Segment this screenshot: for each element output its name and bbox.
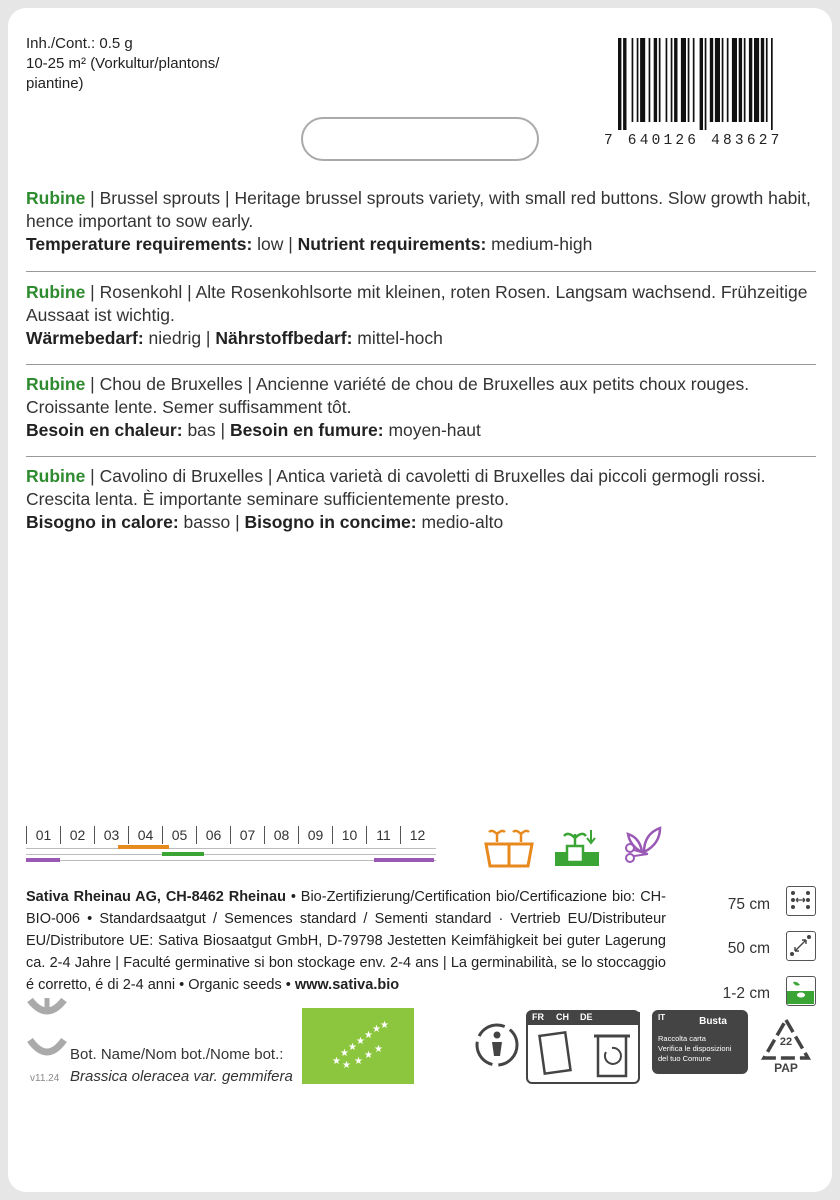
barcode-bar	[618, 38, 621, 130]
variety-name: Rubine	[26, 374, 86, 394]
divider	[26, 271, 816, 272]
desc-it	[26, 465, 816, 534]
plant-spacing-icon	[786, 931, 816, 961]
harvest-bar	[374, 858, 434, 862]
req2-value: moyen-haut	[383, 420, 481, 440]
company-info	[26, 886, 666, 996]
barcode	[604, 38, 816, 149]
company-text: • Bio-Zertifizierung/Certification bio/Certificazione bio: CH-BIO-006 • Standardsaatgut / Semences standard / Sementi standard · Vertrieb EU/Distributeur EU/Distributore UE: Sativa Biosaatgut GmbH, D-79798 Jestetten Keimfähigkeit bei guter Lagerung ca. 2-4 Jahre | Faculté germinative si bon stockage env. 2-4 ans | La germinabilità, se lo stoccaggio é corretto, é di 2-4 anni • Organic seeds •	[26, 889, 666, 993]
country-ch: CH	[556, 1012, 569, 1022]
req1-value: bas |	[182, 420, 230, 440]
busta-line: Verifica le disposizioni	[658, 1044, 732, 1053]
desc-text: | Rosenkohl | Alte Rosenkohlsorte mit kleinen, roten Rosen. Langsam wachsend. Frühzeitige Aussaat ist wichtig.	[26, 282, 808, 325]
country-it: IT	[658, 1013, 666, 1022]
barcode-bar	[732, 38, 737, 122]
botanical-name	[70, 1044, 293, 1088]
barcode-number: 7 640126 483627	[604, 133, 783, 149]
barcode-bar	[722, 38, 724, 122]
pap-label: PAP	[774, 1061, 798, 1075]
barcode-bar	[623, 38, 626, 130]
req2-value: medio-alto	[416, 512, 504, 532]
content-weight: Inh./Cont.: 0.5 g	[26, 35, 133, 52]
harvest-bar	[26, 858, 60, 862]
barcode-bar	[715, 38, 720, 122]
italy-disposal-box	[652, 1010, 748, 1074]
month-label: 01	[26, 826, 60, 844]
barcode-bar	[761, 38, 764, 122]
desc-text: | Brussel sprouts | Heritage brussel sprouts variety, with small red buttons. Slow growth habit, hence important to sow early.	[26, 188, 811, 231]
barcode-bar	[771, 38, 773, 130]
desc-text: | Chou de Bruxelles | Ancienne variété de chou de Bruxelles aux petits choux rouges. Croissante lente. Semer suffisamment tôt.	[26, 374, 750, 417]
packet-fold-icon	[26, 996, 68, 1033]
desc-en	[26, 187, 816, 256]
eu-organic-logo	[302, 1008, 414, 1084]
country-fr: FR	[532, 1012, 544, 1022]
pap-recycle-icon	[758, 1016, 814, 1080]
barcode-bar	[749, 38, 752, 122]
harvest-icon	[622, 824, 666, 871]
country-de: DE	[580, 1012, 593, 1022]
barcode-bar	[671, 38, 673, 122]
seed-tray-icon	[484, 826, 534, 873]
eu-star: ★	[380, 1020, 389, 1031]
desc-fr	[26, 373, 816, 442]
pap-number: 22	[779, 1036, 793, 1048]
triman-icon	[470, 1022, 524, 1073]
month-label: 11	[366, 826, 400, 844]
barcode-bars	[604, 38, 816, 130]
eu-star: ★	[364, 1050, 373, 1061]
desc-de	[26, 281, 816, 350]
plant-spacing-value: 50 cm	[727, 940, 770, 957]
req1-label: Bisogno in calore:	[26, 512, 179, 532]
eu-star: ★	[364, 1030, 373, 1041]
packet-seal-icon	[26, 1036, 68, 1071]
req2-label: Besoin en fumure:	[229, 420, 384, 440]
divider	[26, 456, 816, 457]
divider	[26, 364, 816, 365]
barcode-bar	[674, 38, 677, 122]
botanical-value: Brassica oleracea var. gemmifera	[70, 1068, 293, 1085]
eu-star: ★	[348, 1042, 357, 1053]
barcode-bar	[649, 38, 651, 122]
barcode-bar	[700, 38, 703, 130]
req2-value: medium-high	[486, 234, 593, 254]
content-area-cont: piantine)	[26, 75, 84, 92]
company-name: Sativa Rheinau AG, CH-8462 Rheinau	[26, 889, 286, 905]
busta-label: Busta	[699, 1016, 727, 1027]
eu-star: ★	[340, 1048, 349, 1059]
req1-label: Wärmebedarf:	[26, 328, 144, 348]
barcode-bar	[766, 38, 768, 122]
req1-value: niedrig |	[143, 328, 216, 348]
req1-value: low |	[252, 234, 298, 254]
month-label: 02	[60, 826, 94, 844]
barcode-bar	[754, 38, 759, 122]
eu-star: ★	[354, 1056, 363, 1067]
req2-label: Nährstoffbedarf:	[215, 328, 353, 348]
req2-value: mittel-hoch	[352, 328, 443, 348]
variety-name: Rubine	[26, 188, 86, 208]
barcode-bar	[640, 38, 645, 122]
req2-label: Bisogno in concime:	[244, 512, 417, 532]
barcode-bar	[727, 38, 729, 122]
desc-text: | Cavolino di Bruxelles | Antica varietà di cavoletti di Bruxelles dai piccoli germogli rossi. Crescita lenta. È importante seminare sufficientemente presto.	[26, 466, 766, 509]
barcode-bar	[637, 38, 639, 122]
month-label: 06	[196, 826, 230, 844]
barcode-bar	[688, 38, 690, 122]
eu-star: ★	[342, 1060, 351, 1071]
hanging-hole	[301, 117, 539, 161]
sow-indoor-bar	[118, 845, 169, 849]
req2-label: Nutrient requirements:	[297, 234, 487, 254]
version-label: v11.24	[30, 1073, 60, 1084]
barcode-bar	[632, 38, 634, 122]
month-label: 07	[230, 826, 264, 844]
row-spacing-icon	[786, 886, 816, 916]
calendar-line	[26, 854, 436, 855]
calendar-line	[26, 848, 436, 849]
sowing-depth-icon	[786, 976, 816, 1006]
barcode-bar	[739, 38, 742, 122]
variety-name: Rubine	[26, 466, 86, 486]
month-label: 09	[298, 826, 332, 844]
barcode-bar	[666, 38, 668, 122]
month-label: 05	[162, 826, 196, 844]
busta-line: del tuo Comune	[658, 1054, 711, 1063]
barcode-bar	[681, 38, 686, 122]
busta-line: Raccolta carta	[658, 1034, 706, 1043]
sowing-depth-value: 1-2 cm	[722, 985, 770, 1002]
eu-star: ★	[372, 1024, 381, 1035]
plant-out-bar	[162, 852, 204, 856]
barcode-bar	[744, 38, 746, 122]
month-label: 04	[128, 826, 162, 844]
row-spacing-value: 75 cm	[727, 896, 770, 913]
info-tri-box	[526, 1010, 640, 1084]
barcode-bar	[654, 38, 657, 122]
req1-label: Besoin en chaleur:	[26, 420, 183, 440]
barcode-bar	[710, 38, 713, 122]
month-label: 10	[332, 826, 366, 844]
month-label: 08	[264, 826, 298, 844]
month-label: 03	[94, 826, 128, 844]
req1-label: Temperature requirements:	[26, 234, 253, 254]
month-label: 12	[400, 826, 434, 844]
barcode-bar	[659, 38, 661, 122]
variety-name: Rubine	[26, 282, 86, 302]
eu-star: ★	[356, 1036, 365, 1047]
eu-star: ★	[332, 1056, 341, 1067]
content-info	[26, 34, 219, 94]
botanical-label: Bot. Name/Nom bot./Nome bot.:	[70, 1046, 284, 1063]
sowing-calendar	[26, 826, 436, 872]
transplant-icon	[555, 826, 599, 873]
req1-value: basso |	[178, 512, 245, 532]
barcode-bar	[705, 38, 707, 130]
website-link[interactable]: www.sativa.bio	[294, 977, 400, 993]
barcode-bar	[693, 38, 695, 122]
eu-star: ★	[374, 1044, 383, 1055]
content-area: 10-25 m² (Vorkultur/plantons/	[26, 55, 220, 72]
